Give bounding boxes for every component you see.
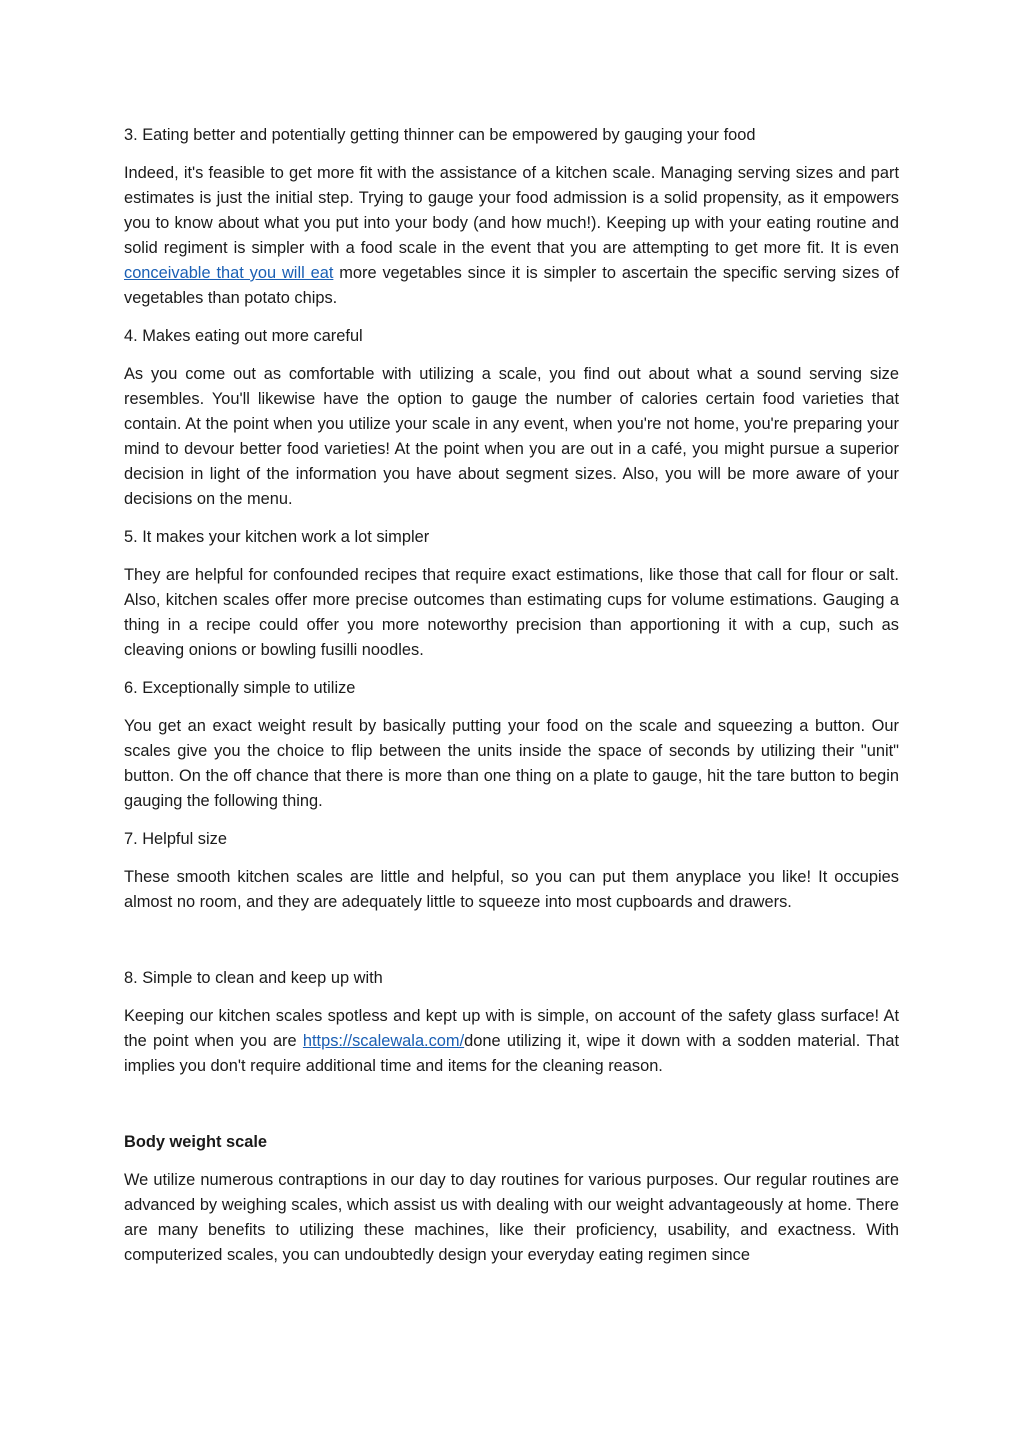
body-weight-scale-heading: Body weight scale <box>124 1133 268 1151</box>
section-7-heading: 7. Helpful size <box>124 830 227 848</box>
section-7-body: These smooth kitchen scales are little and helpful, so you can put them anyplace you like! It occupies almost no room, and they are adequately little to squeeze into most cupboards and drawers. <box>124 868 899 911</box>
section-8-body <box>124 1004 899 1079</box>
section-5-body: They are helpful for confounded recipes that require exact estimations, like those that call for flour or salt. Also, kitchen scales offer more precise outcomes than estimating cups for volume estimations. Gauging a thing in a recipe could offer you more noteworthy precision than apportioning it with a cup, such as cleaving onions or bowling fusilli noodles. <box>124 566 899 659</box>
section-8-text-before: Keeping our kitchen scales spotless and kept up with is simple, on account of the safety glass surface! At the point when you are <box>124 1007 899 1050</box>
section-3-body <box>124 161 899 311</box>
section-8-heading: 8. Simple to clean and keep up with <box>124 969 383 987</box>
body-weight-scale-body: We utilize numerous contraptions in our day to day routines for various purposes. Our regular routines are advanced by weighing scales, which assist us with dealing with our weight advantageously at home. There are many benefits to utilizing these machines, like their proficiency, usability, and exactness. With computerized scales, you can undoubtedly design your everyday eating regimen since <box>124 1171 899 1264</box>
section-4-heading: 4. Makes eating out more careful <box>124 327 363 345</box>
section-8-text-after: done utilizing it, wipe it down with a sodden material. That implies you don't require additional time and items for the cleaning reason. <box>124 1032 899 1075</box>
section-6-body: You get an exact weight result by basically putting your food on the scale and squeezing a button. Our scales give you the choice to flip between the units inside the space of seconds by utilizing their "unit" button. On the off chance that there is more than one thing on a plate to gauge, hit the tare button to begin gauging the following thing. <box>124 717 899 810</box>
section-3-heading: 3. Eating better and potentially getting thinner can be empowered by gauging your food <box>124 126 756 144</box>
section-4-body: As you come out as comfortable with utilizing a scale, you find out about what a sound serving size resembles. You'll likewise have the option to gauge the number of calories certain food varieties that contain. At the point when you utilize your scale in any event, when you're not home, you're preparing your mind to devour better food varieties! At the point when you are out in a café, you might pursue a superior decision in light of the information you have about segment sizes. Also, you will be more aware of your decisions on the menu. <box>124 365 899 508</box>
section-3-text-before: Indeed, it's feasible to get more fit with the assistance of a kitchen scale. Managing serving sizes and part estimates is just the initial step. Trying to gauge your food admission is a solid propensity, as it empowers you to know about what you put into your body (and how much!). Keeping up with your eating routine and solid regiment is simpler with a food scale in the event that you are attempting to get more fit. It is even <box>124 164 899 257</box>
document-page <box>124 123 899 1281</box>
section-5-heading: 5. It makes your kitchen work a lot simpler <box>124 528 430 546</box>
section-3-text-after: more vegetables since it is simpler to ascertain the specific serving sizes of vegetables than potato chips. <box>124 264 900 307</box>
conceivable-link[interactable]: conceivable that you will eat <box>124 264 334 282</box>
scalewala-link[interactable]: https://scalewala.com/ <box>302 1032 465 1050</box>
section-6-heading: 6. Exceptionally simple to utilize <box>124 679 356 697</box>
